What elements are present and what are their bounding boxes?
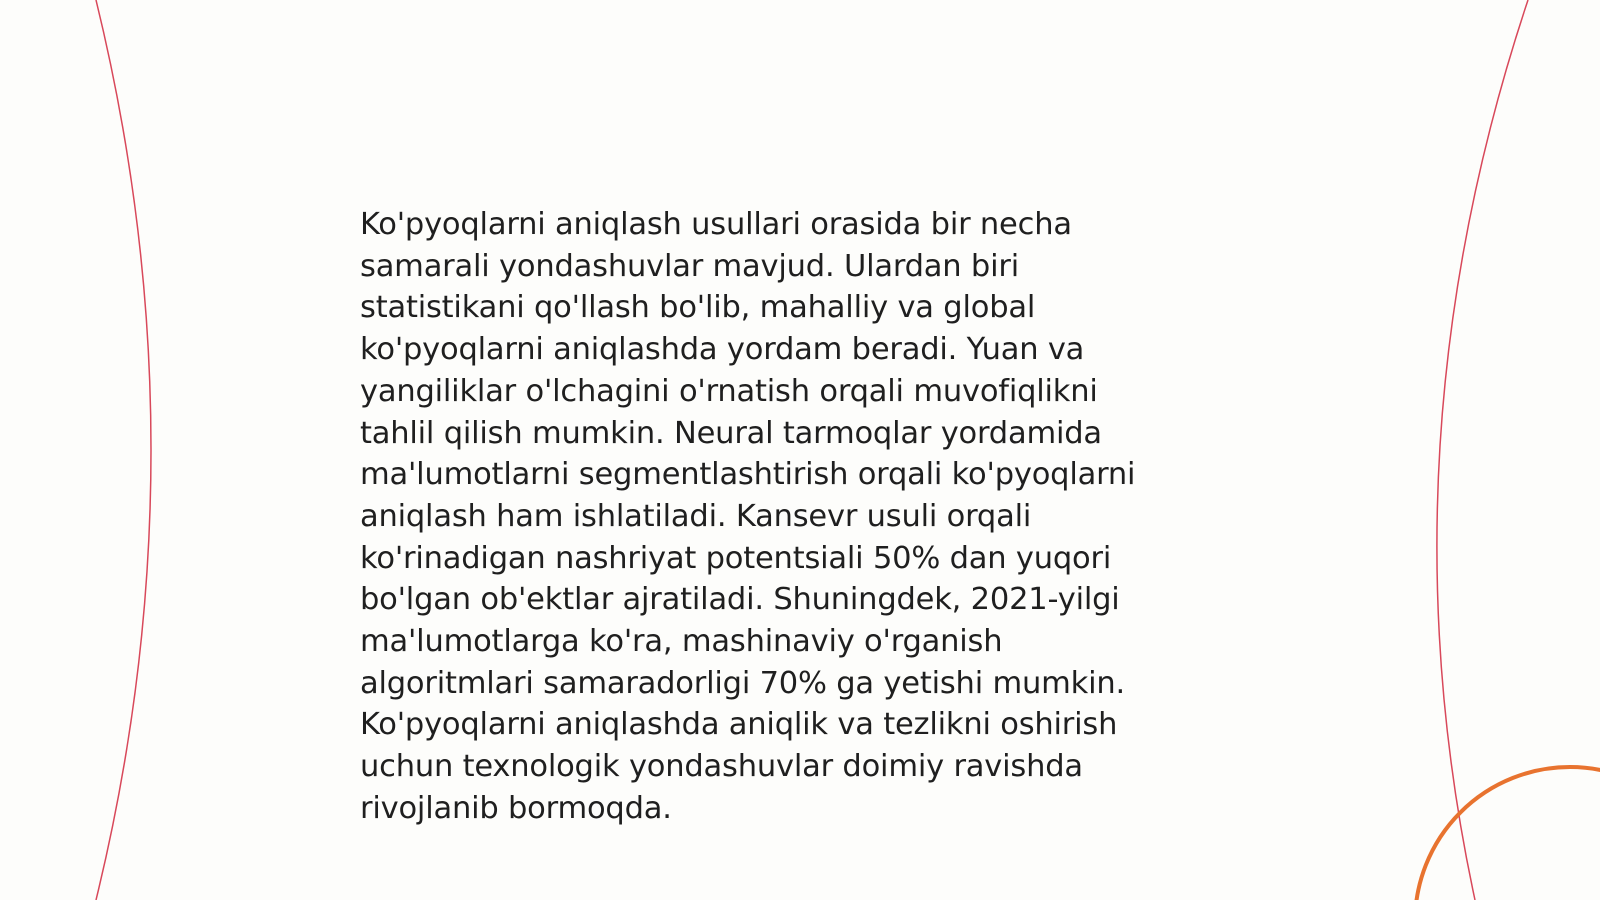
paragraph-line: ma'lumotlarni segmentlashtirish orqali ko'pyoqlarni — [360, 457, 1136, 493]
paragraph-line: Ko'pyoqlarni aniqlash usullari orasida bir necha — [360, 207, 1072, 242]
paragraph-line: aniqlash ham ishlatiladi. Kansevr usuli orqali — [360, 498, 1032, 534]
right-decorative-curve — [1437, 0, 1528, 900]
paragraph-line: yangiliklar o'lchagini o'rnatish orqali muvofiqlikni — [360, 373, 1098, 409]
left-decorative-curve — [96, 0, 151, 900]
paragraph-line: tahlil qilish mumkin. Neural tarmoqlar yordamida — [360, 415, 1102, 451]
paragraph-line: uchun texnologik yondashuvlar doimiy ravishda — [360, 749, 1083, 785]
paragraph-line: algoritmlari samaradorligi 70% ga yetishi mumkin. — [360, 665, 1125, 701]
paragraph-line: ko'rinadigan nashriyat potentsiali 50% dan yuqori — [360, 540, 1112, 576]
paragraph-line: statistikani qo'llash bo'lib, mahalliy va global — [360, 290, 1036, 326]
paragraph-line: bo'lgan ob'ektlar ajratiladi. Shuningdek, 2021-yilgi — [360, 582, 1120, 618]
paragraph-line: samarali yondashuvlar mavjud. Ulardan biri — [360, 248, 1019, 284]
paragraph-line: Ko'pyoqlarni aniqlashda aniqlik va tezlikni oshirish — [360, 707, 1118, 743]
paragraph-line: rivojlanib bormoqda. — [360, 790, 672, 826]
accent-arc — [1415, 767, 1600, 900]
paragraph-line: ma'lumotlarga ko'ra, mashinaviy o'rganish — [360, 624, 1003, 660]
body-paragraph — [360, 204, 1220, 830]
paragraph-line: ko'pyoqlarni aniqlashda yordam beradi. Yuan va — [360, 332, 1085, 368]
